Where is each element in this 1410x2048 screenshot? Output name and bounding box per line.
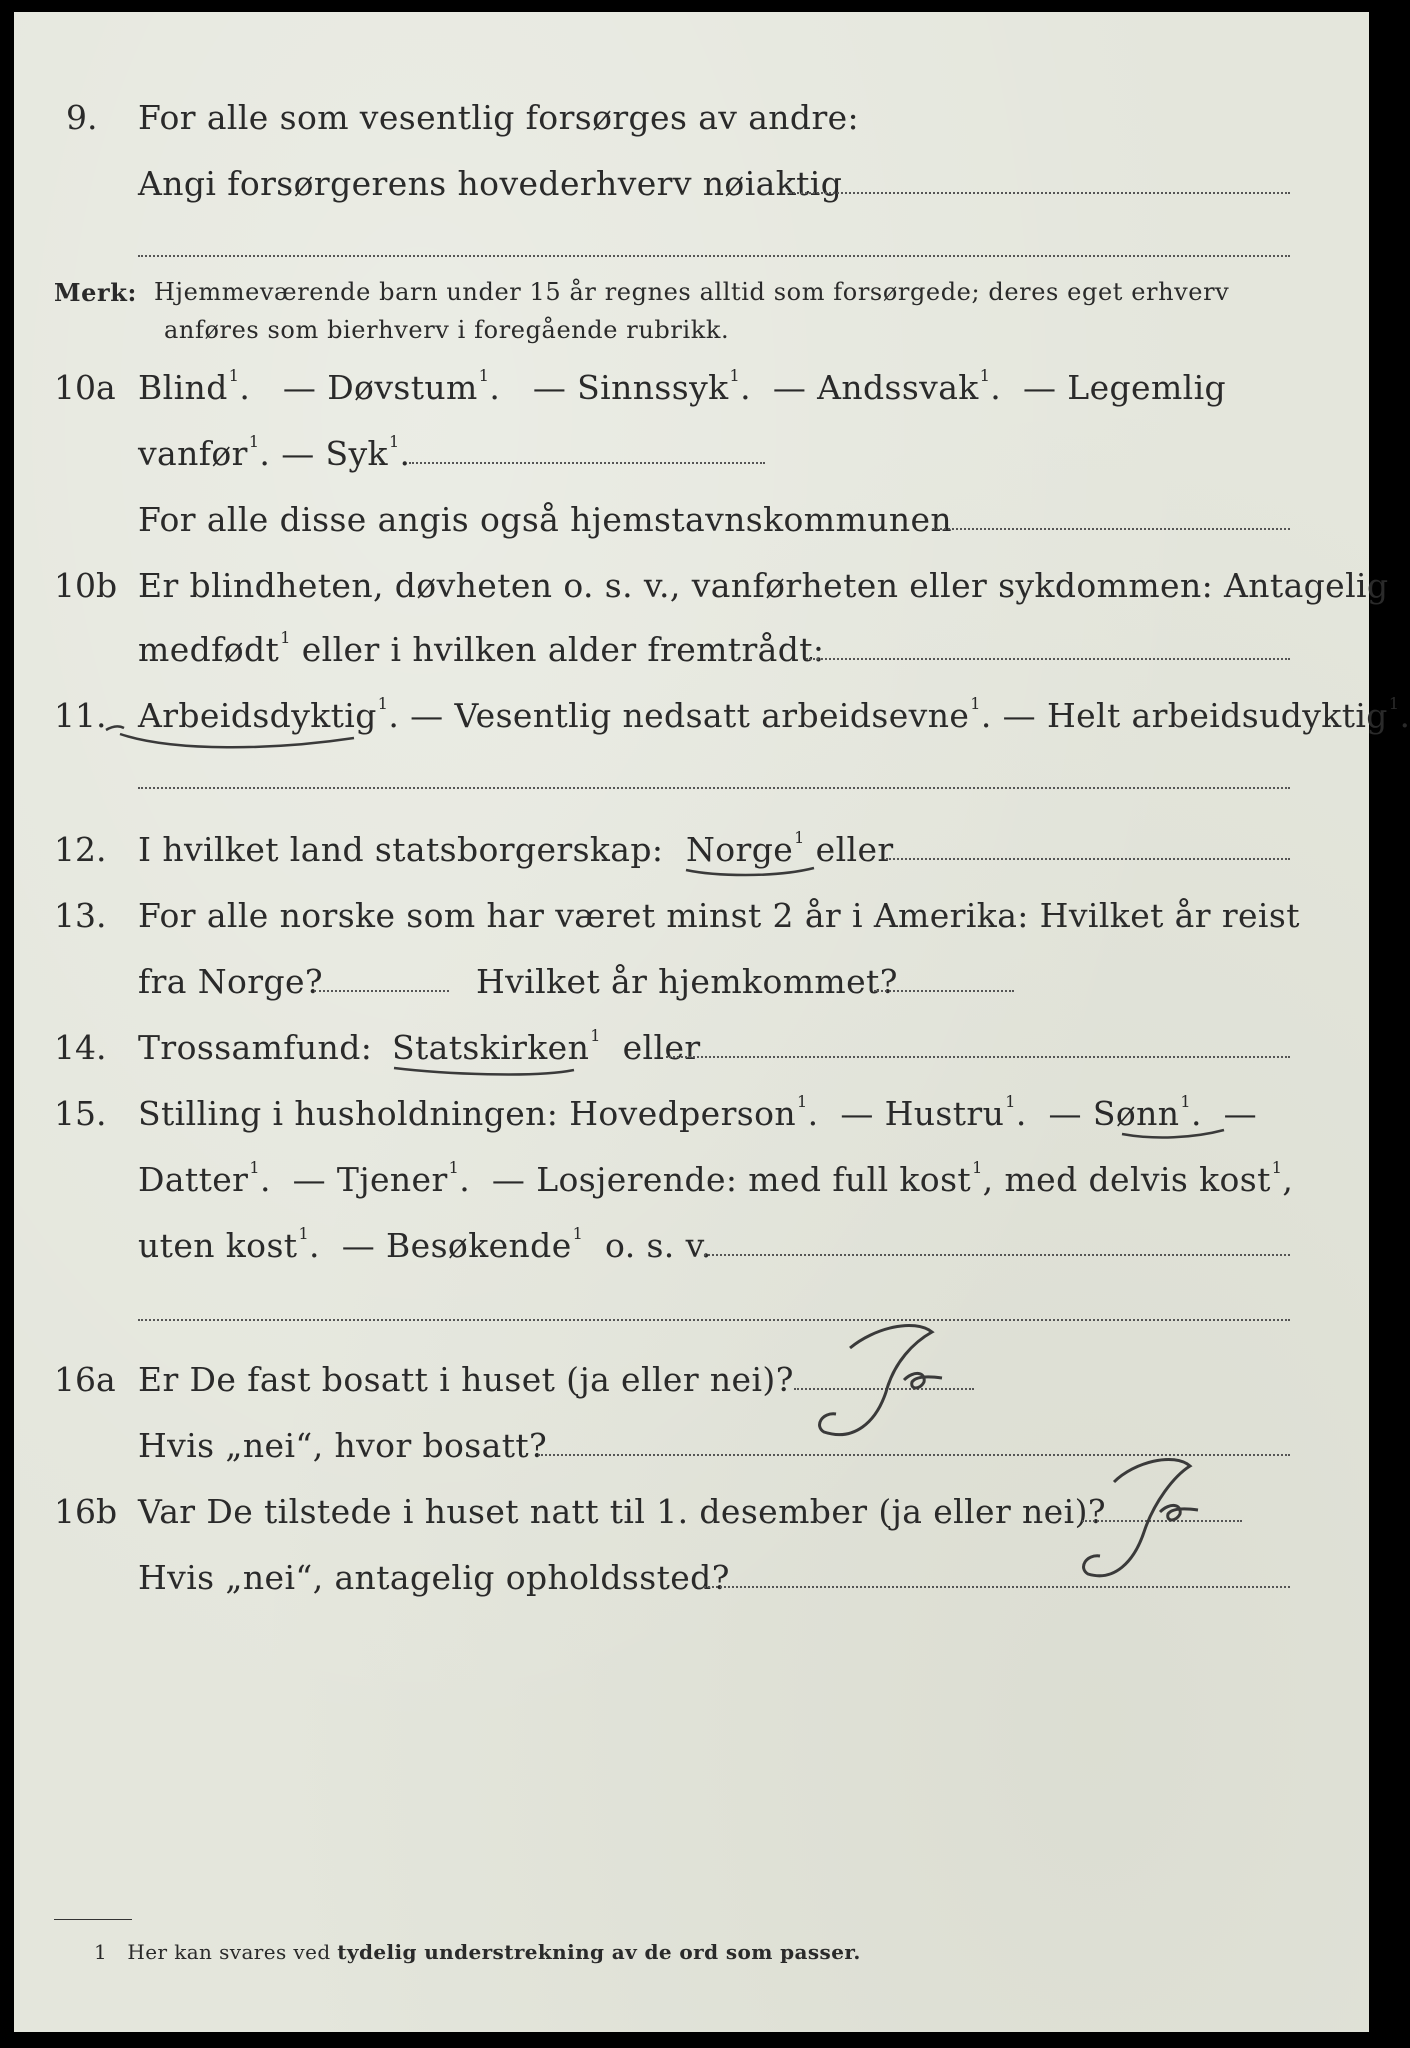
q12-norge: Norge — [686, 830, 794, 869]
q16a-answer-line — [794, 1388, 974, 1390]
q9-answer-line — [790, 192, 1290, 194]
q15-line1: Stilling i husholdningen: Hovedperson$^1$. — Hustru$^1$. — Sønn$^1$. — — [138, 1092, 1258, 1133]
q10b-number: 10b — [54, 566, 118, 605]
q14-options: Statskirken$^1$ eller — [392, 1026, 701, 1067]
merk-label: Merk: — [54, 278, 137, 307]
q12-options: Norge$^1$ eller — [686, 828, 894, 869]
q15-tjener: — Tjener — [292, 1160, 448, 1199]
q16b-line1: Var De tilstede i huset natt til 1. desember (ja eller nei)? — [138, 1492, 1106, 1531]
q16b-opphold-line — [704, 1586, 1290, 1588]
q12-text: I hvilket land statsborgerskap: — [138, 830, 664, 869]
q10a-legemlig: — Legemlig — [1022, 368, 1227, 407]
q16a-bosatt-line — [538, 1454, 1290, 1456]
footnote-bold: tydelig understrekning av de ord som passer. — [337, 1940, 861, 1964]
q12-number: 12. — [54, 830, 107, 869]
q16b-number: 16b — [54, 1492, 118, 1531]
q13-line1: For alle norske som har været minst 2 år i Amerika: Hvilket år reist — [138, 896, 1300, 935]
q10a-blind: Blind — [138, 368, 228, 407]
merk-line1: Hjemmeværende barn under 15 år regnes alltid som forsørgede; deres eget erhverv — [154, 278, 1230, 306]
q10a-vanfor: vanfør — [138, 434, 248, 473]
q10a-line2: vanfør$^1$. — Syk$^1$. — [138, 432, 411, 473]
q16a-line2: Hvis „nei“, hvor bosatt? — [138, 1426, 548, 1465]
q14-underline-mark — [394, 1068, 574, 1074]
q9-line1: For alle som vesentlig forsørges av andre: — [138, 98, 860, 137]
q10a-syk: — Syk — [281, 434, 388, 473]
q10a-number: 10a — [54, 368, 116, 407]
q10b-medfodt: medfødt — [138, 630, 280, 669]
q12-answer-line — [886, 858, 1290, 860]
q11-answer-line — [138, 787, 1290, 789]
q15-line3: uten kost$^1$. — Besøkende$^1$ o. s. v. — [138, 1224, 712, 1265]
q11-line: Arbeidsdyktig$^1$. — Vesentlig nedsatt arbeidsevne$^1$. — Helt arbeidsudyktig$^1$. — [138, 694, 1410, 735]
q13-fra: fra Norge? — [138, 962, 324, 1001]
q14-number: 14. — [54, 1028, 107, 1067]
q10a-dovstum: — Døvstum — [282, 368, 478, 407]
handwriting-layer — [14, 12, 1369, 2032]
q11-udyktig: — Helt arbeidsudyktig — [1002, 696, 1388, 735]
q15-besokende: — Besøkende — [341, 1226, 572, 1265]
q13-fra-line — [314, 990, 449, 992]
q10b-answer-line — [806, 658, 1290, 660]
q10a-answer-line — [409, 462, 765, 464]
q14-label: Trossamfund: — [138, 1028, 373, 1067]
q10a-andssvak: — Andssvak — [772, 368, 979, 407]
q14-eller: eller — [622, 1028, 701, 1067]
q15-hovedperson: Stilling i husholdningen: Hovedperson — [138, 1094, 797, 1133]
q15-sonn: — Sønn — [1048, 1094, 1180, 1133]
q10a-sinnssyk: — Sinnssyk — [532, 368, 729, 407]
q15-delvis: , med delvis kost — [982, 1160, 1271, 1199]
footnote-text: Her kan svares ved — [127, 1940, 331, 1964]
footnote-rule — [54, 1919, 132, 1920]
q10b-line2: medfødt$^1$ eller i hvilken alder fremtrådt: — [138, 628, 825, 669]
q15-hustru: — Hustru — [840, 1094, 1005, 1133]
q10a-line1: Blind$^1$. — Døvstum$^1$. — Sinnssyk$^1$. — Andssvak$^1$. — Legemlig — [138, 366, 1227, 407]
q12-underline-mark — [686, 868, 814, 875]
q13-hjem: Hvilket år hjemkommet? — [476, 962, 898, 1001]
q12-eller: eller — [815, 830, 894, 869]
q15-losjerende: — Losjerende: med full kost — [491, 1160, 972, 1199]
q16a-line1: Er De fast bosatt i huset (ja eller nei)? — [138, 1360, 794, 1399]
merk-line2: anføres som bierhverv i foregående rubrikk. — [164, 316, 730, 344]
q9-answer-line-2 — [138, 255, 1290, 257]
footnote-mark: 1 — [94, 1940, 108, 1964]
q15-number: 15. — [54, 1094, 107, 1133]
q16a-ja-mark — [820, 1325, 942, 1434]
q15-line2: Datter$^1$. — Tjener$^1$. — Losjerende: med full kost$^1$, med delvis kost$^1$, — [138, 1158, 1294, 1199]
footnote — [94, 1940, 861, 1964]
q14-answer-line — [666, 1056, 1290, 1058]
q13-hjem-line — [874, 990, 1014, 992]
q15-datter: Datter — [138, 1160, 249, 1199]
q11-arbeidsdyktig: Arbeidsdyktig — [138, 696, 377, 735]
q15-answer-line — [704, 1254, 1290, 1256]
q16b-line2: Hvis „nei“, antagelig opholdssted? — [138, 1558, 730, 1597]
q14-statskirken: Statskirken — [392, 1028, 590, 1067]
q13-number: 13. — [54, 896, 107, 935]
q9-line2: Angi forsørgerens hovederhverv nøiaktig — [138, 164, 843, 203]
q11-nedsatt: — Vesentlig nedsatt arbeidsevne — [410, 696, 970, 735]
q11-number: 11. — [54, 696, 107, 735]
q10a-line3: For alle disse angis også hjemstavnskommunen — [138, 500, 953, 539]
q10b-line1: Er blindheten, døvheten o. s. v., vanførheten eller sykdommen: Antagelig — [138, 566, 1389, 605]
q15-answer-line-2 — [138, 1319, 1290, 1321]
q16b-answer-line — [1082, 1520, 1242, 1522]
q16a-number: 16a — [54, 1360, 116, 1399]
q10a-kommune-line — [932, 528, 1290, 530]
census-form-page — [14, 12, 1410, 2032]
q15-osv: o. s. v. — [605, 1226, 712, 1265]
q15-uten-kost: uten kost — [138, 1226, 298, 1265]
q9-number: 9. — [66, 98, 98, 137]
q10b-line2-rest: eller i hvilken alder fremtrådt: — [301, 630, 825, 669]
